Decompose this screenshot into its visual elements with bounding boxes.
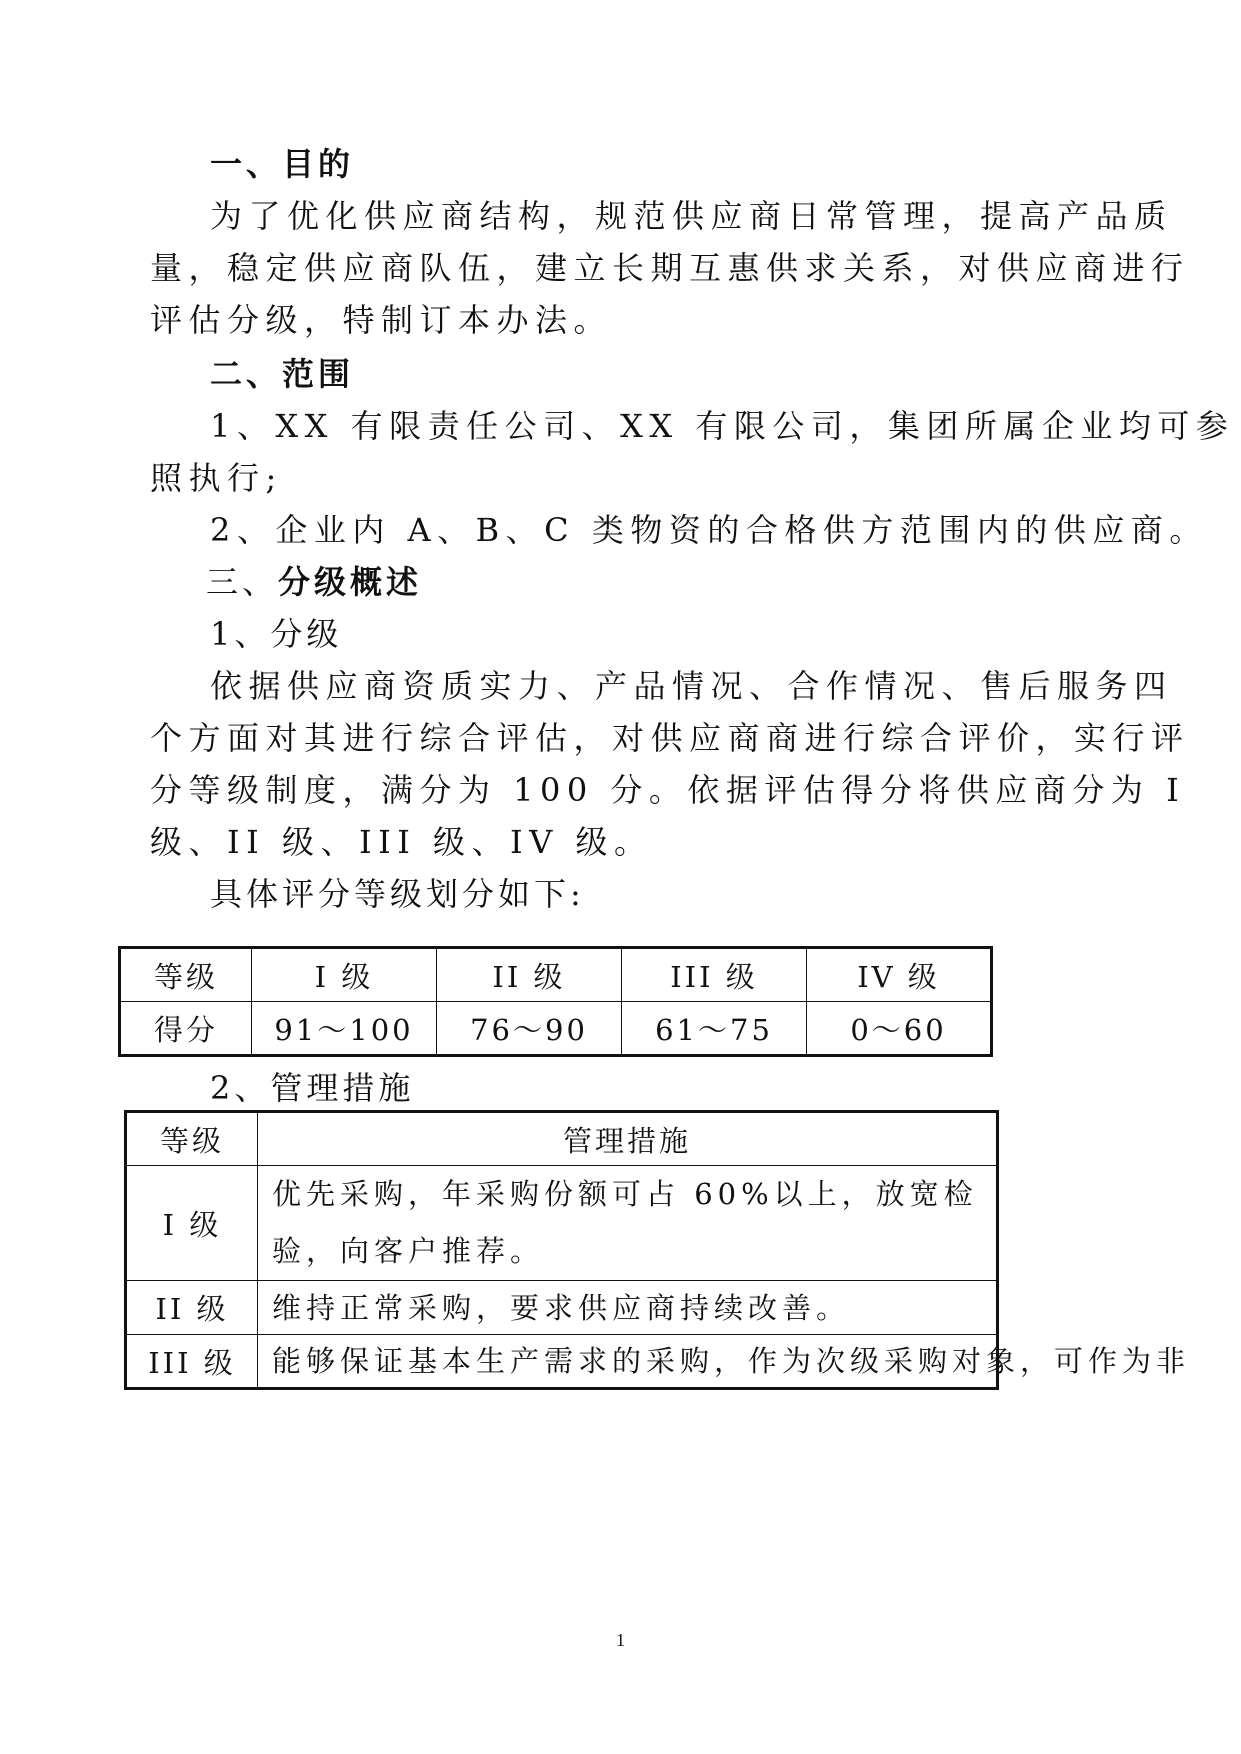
grading-subheading: 1、分级 (210, 615, 343, 653)
measures-row-grade: II 级 (126, 1281, 258, 1335)
measures-row-measure: 优先采购，年采购份额可占 60%以上，放宽检验，向客户推荐。 (258, 1166, 998, 1281)
grade-table-cell: II 级 (437, 948, 622, 1002)
measures-row-grade: III 级 (126, 1335, 258, 1389)
grade-table-cell: 等级 (120, 948, 252, 1002)
scope-heading: 二、范围 (210, 355, 355, 393)
table-intro: 具体评分等级划分如下: (210, 875, 585, 913)
measures-table-row (126, 1335, 998, 1389)
scope-line-2: 照执行; (150, 459, 283, 497)
purpose-line-2: 量，稳定供应商队伍，建立长期互惠供求关系，对供应商进行 (150, 249, 1190, 287)
purpose-heading: 一、目的 (210, 145, 355, 183)
measures-table-header (126, 1112, 998, 1166)
measures-row-grade: I 级 (126, 1166, 258, 1281)
grade-table-cell: I 级 (252, 948, 437, 1002)
scope-line-1: 1、XX 有限责任公司、XX 有限公司，集团所属企业均可参 (210, 407, 1235, 445)
grading-line-1: 依据供应商资质实力、产品情况、合作情况、售后服务四 (210, 667, 1173, 705)
scope-line-3: 2、企业内 A、B、C 类物资的合格供方范围内的供应商。 (210, 511, 1208, 549)
measures-subheading: 2、管理措施 (210, 1069, 415, 1107)
overview-heading (206, 562, 422, 602)
grade-table-cell: 61～75 (622, 1002, 807, 1056)
measures-table (124, 1110, 1191, 1390)
purpose-line-1: 为了优化供应商结构，规范供应商日常管理，提高产品质 (210, 197, 1173, 235)
grading-line-4: 级、II 级、III 级、IV 级。 (150, 823, 653, 861)
measures-table-row (126, 1281, 998, 1335)
grade-table-cell: 得分 (120, 1002, 252, 1056)
grade-table-row (120, 1002, 992, 1056)
page-number: 1 (616, 1630, 625, 1650)
measures-header-measure: 管理措施 (258, 1112, 998, 1166)
overview-heading-prefix: 三、 (206, 563, 279, 601)
purpose-line-3: 评估分级，特制订本办法。 (150, 301, 613, 339)
overview-heading-text: 分级概述 (278, 563, 423, 601)
grade-table-cell: 0～60 (807, 1002, 992, 1056)
measures-row-measure: 能够保证基本生产需求的采购，作为次级采购对象，可作为非 (258, 1335, 998, 1389)
grade-table (118, 946, 993, 1057)
measures-table-row (126, 1166, 998, 1281)
grading-line-3: 分等级制度，满分为 100 分。依据评估得分将供应商分为 I (150, 771, 1186, 809)
grade-table-cell: III 级 (622, 948, 807, 1002)
grading-line-2: 个方面对其进行综合评估，对供应商商进行综合评价，实行评 (150, 719, 1190, 757)
grade-table-cell: IV 级 (807, 948, 992, 1002)
measures-header-grade: 等级 (126, 1112, 258, 1166)
grade-table-row (120, 948, 992, 1002)
grade-table-cell: 76～90 (437, 1002, 622, 1056)
measures-row-measure: 维持正常采购，要求供应商持续改善。 (258, 1281, 998, 1335)
grade-table-cell: 91～100 (252, 1002, 437, 1056)
